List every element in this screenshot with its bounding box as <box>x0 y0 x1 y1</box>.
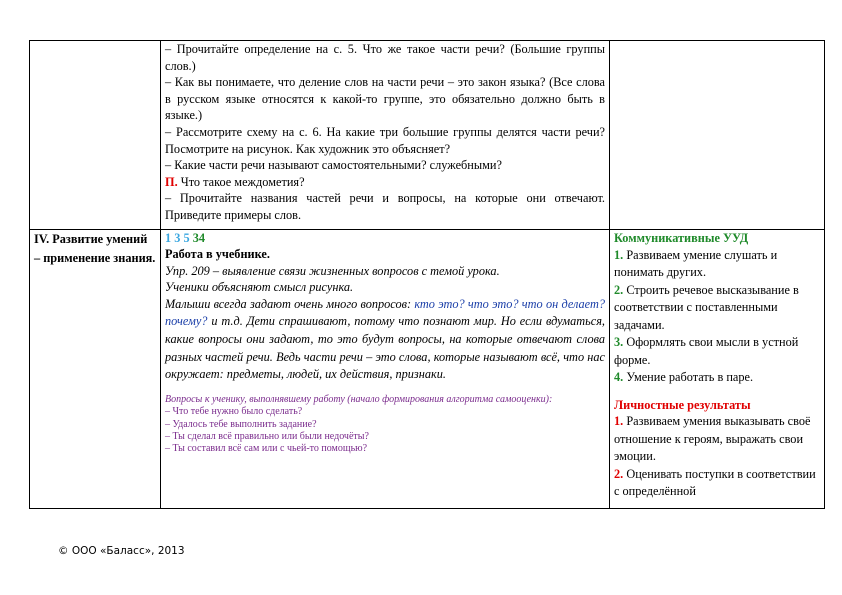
uud-item <box>614 282 820 335</box>
activity-cell <box>161 41 610 230</box>
personal-results-heading: Личностные результаты <box>614 397 751 412</box>
activity-cell <box>161 230 610 509</box>
stage-cell <box>30 41 161 230</box>
activity-line: – Какие части речи называют самостоятельными? служебными? <box>165 158 502 173</box>
paragraph-questions: кто это? что это? что он делает? почему? <box>165 296 605 329</box>
paragraph-text: и т.д. Дети спрашивают, потому что познают мир. Но если вдуматься, какие вопросы они задают, то это будут вопросы, на которые отвечают слова разных частей речи. Ведь части речи – это слова, которые называют всё, что нас окружает: предметы, людей, их действия, признаки. <box>165 314 605 382</box>
stage-label: IV. Развитие умений – применение знания. <box>34 232 156 265</box>
activity-line: – Прочитайте названия частей речи и вопросы, на которые они отвечают. Приведите примеры слов. <box>165 191 605 222</box>
number-1: 1 <box>165 231 172 245</box>
activity-line: – Как вы понимаете, что деление слов на части речи – это закон языка? (Все слова в русском языке относятся к какой-то группе, это обязательно должно быть в языке.) <box>165 75 605 123</box>
questions-title: Вопросы к ученику, выполнявшему работу (начало формирования алгоритма самооценки): <box>165 393 553 405</box>
work-heading: Работа в учебнике. <box>165 247 270 261</box>
paragraph-text: Малыши всегда задают очень много вопросов: <box>165 296 412 311</box>
uud-number: 3. <box>614 335 624 350</box>
result-number: 2. <box>614 466 624 481</box>
uud-number: 4. <box>614 370 624 385</box>
personal-result-item <box>614 466 820 501</box>
exercise-line: Упр. 209 – выявление связи жизненных вопросов с темой урока. <box>165 263 500 278</box>
exercise-line: Ученики объясняют смысл рисунка. <box>165 280 354 295</box>
copyright-footer: © ООО «Баласс», 2013 <box>58 545 185 557</box>
marker-text: Что такое междометия? <box>180 174 305 189</box>
result-text: Оценивать поступки в соответствии с определённой <box>614 466 816 499</box>
table-row <box>30 41 825 230</box>
result-number: 1. <box>614 414 624 429</box>
explanation-paragraph <box>165 296 605 384</box>
uud-item <box>614 369 820 387</box>
personal-result-item <box>614 413 820 466</box>
question-item: – Удалось тебе выполнить задание? <box>165 418 317 430</box>
number-4: 4 <box>198 231 206 245</box>
activity-line-marked <box>165 174 605 191</box>
marker: П. <box>165 174 178 189</box>
uud-item <box>614 334 820 369</box>
lesson-plan-table <box>29 40 825 509</box>
number-3-green: 3 <box>192 231 199 245</box>
uud-text: Умение работать в паре. <box>626 370 754 385</box>
uud-text: Оформлять свои мысли в устной форме. <box>614 335 799 367</box>
number-5: 5 <box>183 231 190 245</box>
uud-text: Развиваем умение слушать и понимать других. <box>614 247 778 280</box>
uud-heading: Коммуникативные УУД <box>614 231 749 245</box>
table-row <box>30 230 825 509</box>
question-item: – Что тебе нужно было сделать? <box>165 406 303 418</box>
result-text: Развиваем умения выказывать своё отношение к героям, выражать свои эмоции. <box>614 414 811 464</box>
outcomes-cell <box>610 230 825 509</box>
stage-cell <box>30 230 161 509</box>
outcomes-cell <box>610 41 825 230</box>
uud-item <box>614 247 820 282</box>
number-3: 3 <box>174 231 181 245</box>
activity-line: – Рассмотрите схему на с. 6. На какие три большие группы делятся части речи? Посмотрите на рисунок. Как художник это объясняет? <box>165 124 605 156</box>
question-item: – Ты сделал всё правильно или были недочёты? <box>165 430 369 442</box>
task-numbers <box>165 230 605 246</box>
activity-line: – Прочитайте определение на с. 5. Что же такое части речи? (Большие группы слов.) <box>165 42 605 73</box>
uud-number: 1. <box>614 247 624 262</box>
uud-text: Строить речевое высказывание в соответствии с поставленными задачами. <box>614 282 799 332</box>
uud-number: 2. <box>614 282 624 297</box>
question-item: – Ты составил всё сам или с чьей-то помощью? <box>165 443 368 455</box>
